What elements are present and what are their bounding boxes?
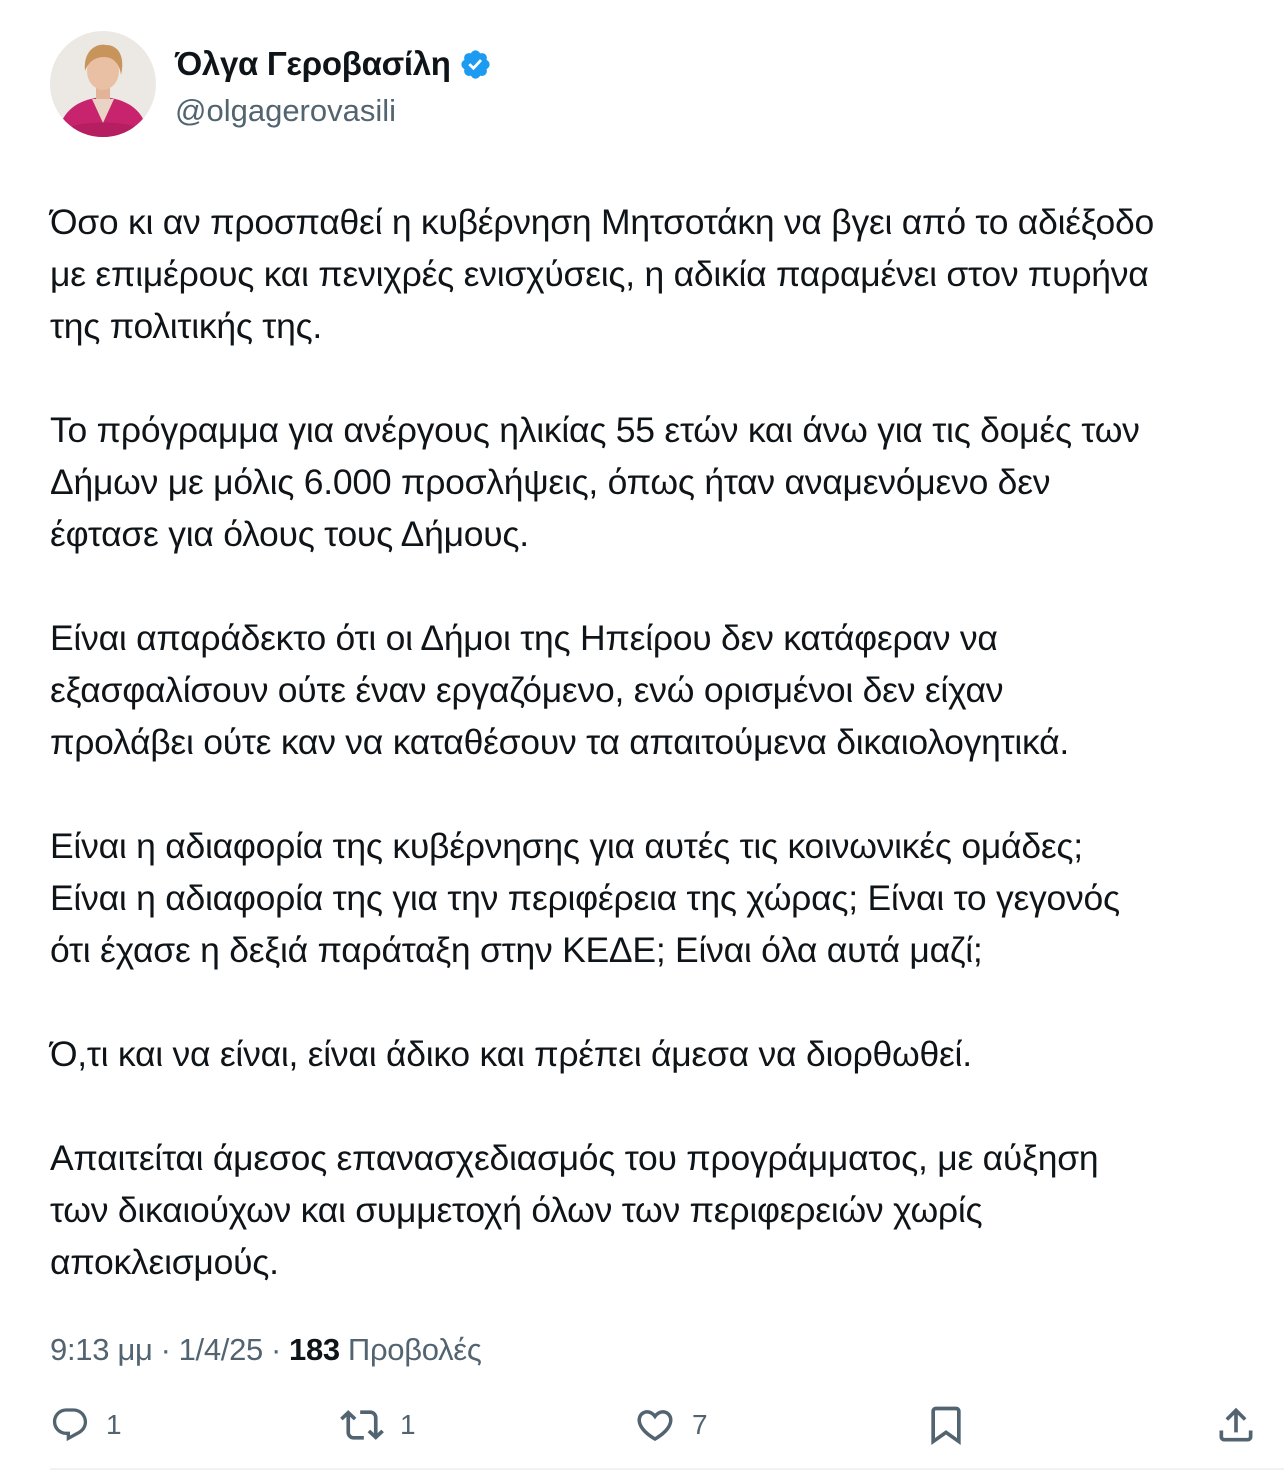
meta-separator: ·: [271, 1332, 282, 1367]
share-icon: [1214, 1403, 1258, 1447]
meta-separator: ·: [160, 1332, 171, 1367]
action-bar: [50, 1400, 1260, 1450]
verified-badge-icon[interactable]: [459, 48, 492, 81]
repost-count: 1: [400, 1409, 416, 1440]
tweet-header: [50, 30, 492, 138]
reply-count: 1: [106, 1409, 122, 1440]
tweet-paragraph: Το πρόγραμμα για ανέργους ηλικίας 55 ετών και άνω για τις δομές των Δήμων με μόλις 6.000 προσλήψεις, όπως ήταν αναμενόμενο δεν έφτασε για όλους τους Δήμους.: [50, 410, 1140, 554]
tweet-paragraph: Ό,τι και να είναι, είναι άδικο και πρέπει άμεσα να διορθωθεί.: [50, 1034, 972, 1074]
bookmark-icon: [924, 1403, 968, 1447]
tweet-meta: [50, 1325, 481, 1375]
reply-icon: [50, 1405, 90, 1445]
share-button[interactable]: [1214, 1400, 1258, 1450]
bookmark-button[interactable]: [924, 1400, 968, 1450]
name-row: [175, 39, 492, 89]
reply-button[interactable]: [50, 1400, 122, 1450]
tweet-time[interactable]: 9:13 μμ: [50, 1332, 153, 1367]
tweet-paragraph: Όσο κι αν προσπαθεί η κυβέρνηση Μητσοτάκη να βγει από το αδιέξοδο με επιμέρους και πενιχρές ενισχύσεις, η αδικία παραμένει στον πυρήνα της πολιτικής της.: [50, 202, 1154, 346]
bottom-divider: [50, 1468, 1284, 1470]
profile-photo-icon: [50, 31, 156, 137]
tweet-date[interactable]: 1/4/25: [178, 1332, 263, 1367]
views-count: 183: [289, 1332, 340, 1367]
heart-icon: [634, 1404, 676, 1446]
display-name[interactable]: Όλγα Γεροβασίλη: [175, 45, 451, 82]
tweet-paragraph: Είναι απαράδεκτο ότι οι Δήμοι της Ηπείρου δεν κατάφεραν να εξασφαλίσουν ούτε έναν εργαζόμενο, ενώ ορισμένοι δεν είχαν προλάβει ούτε καν να καταθέσουν τα απαιτούμενα δικαιολογητικά.: [50, 618, 1070, 762]
repost-button[interactable]: [340, 1400, 416, 1450]
author-identity: [175, 31, 492, 137]
like-button[interactable]: [634, 1400, 708, 1450]
tweet-paragraph: Είναι η αδιαφορία της κυβέρνησης για αυτές τις κοινωνικές ομάδες; Είναι η αδιαφορία της για την περιφέρεια της χώρας; Είναι το γεγονός ότι έχασε η δεξιά παράταξη στην ΚΕΔΕ; Είναι όλα αυτά μαζί;: [50, 826, 1120, 970]
tweet-text: [50, 196, 1275, 1288]
avatar[interactable]: [50, 31, 156, 137]
views-label: Προβολές: [347, 1332, 482, 1367]
author-handle[interactable]: @olgagerovasili: [175, 93, 397, 128]
repost-icon: [340, 1403, 384, 1447]
like-count: 7: [692, 1409, 708, 1440]
tweet-paragraph: Απαιτείται άμεσος επανασχεδιασμός του προγράμματος, με αύξηση των δικαιούχων και συμμετοχή όλων των περιφερειών χωρίς αποκλεισμούς.: [50, 1138, 1099, 1282]
